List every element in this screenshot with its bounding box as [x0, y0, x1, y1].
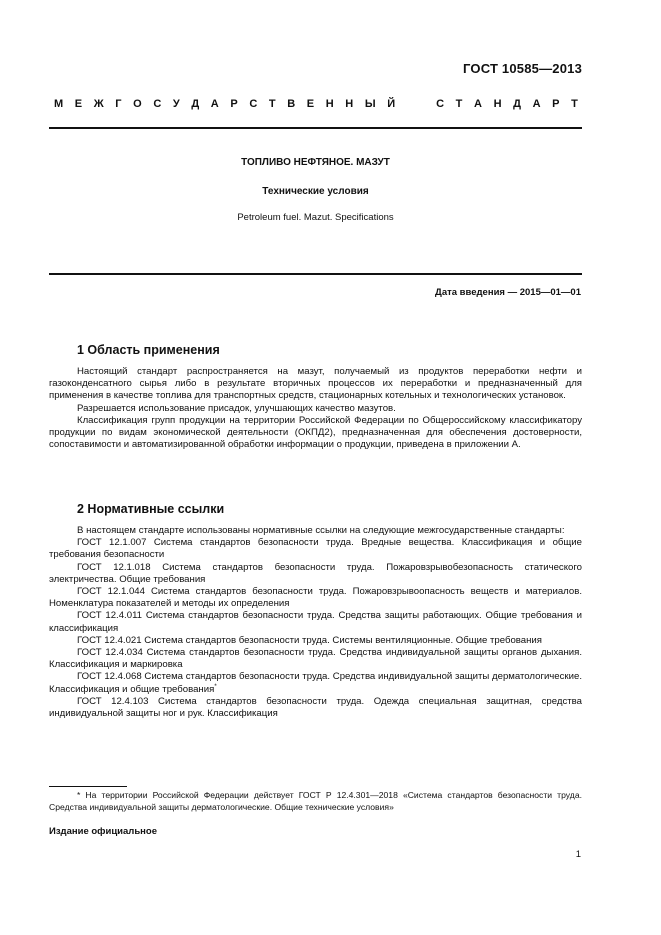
document-subtitle: Технические условия: [262, 186, 369, 197]
banner-letter: В: [287, 98, 296, 110]
footnote-text: * На территории Российской Федерации действует ГОСТ Р 12.4.301—2018 «Система стандартов безопасности труда. Средства индивидуальной защиты дерматологические. Общие технические условия»: [49, 790, 582, 812]
reference-item: ГОСТ 12.4.034 Система стандартов безопасности труда. Средства индивидуальной защиты органов дыхания. Классификация и маркировка: [49, 647, 582, 671]
banner-letter: Н: [325, 98, 334, 110]
reference-item: ГОСТ 12.4.103 Система стандартов безопасности труда. Одежда специальная защитная, средства индивидуальной защиты ног и рук. Классификация: [49, 695, 582, 720]
section-1-heading: 1 Область применения: [77, 343, 220, 357]
banner-letter: А: [532, 98, 541, 110]
banner-letter: Ж: [93, 98, 104, 110]
banner-letter: Д: [191, 98, 200, 110]
header-rule: [49, 127, 582, 129]
footnote-marker: *: [214, 682, 217, 690]
banner-letter: Т: [571, 98, 578, 110]
reference-item: ГОСТ 12.4.021 Система стандартов безопасности труда. Системы вентиляционные. Общие требования: [77, 634, 542, 646]
footnote: [49, 790, 582, 813]
title-rule: [49, 273, 582, 275]
banner-letter: С: [436, 98, 445, 110]
paragraph: В настоящем стандарте использованы нормативные ссылки на следующие межгосударственные стандарты:: [77, 525, 565, 536]
banner-letter: Д: [513, 98, 521, 110]
reference-item: ГОСТ 12.1.044 Система стандартов безопасности труда. Пожаровзрывоопасность веществ и материалов. Номенклатура показателей и методы их определения: [49, 586, 582, 610]
reference-text: ГОСТ 12.4.068 Система стандартов безопасности труда. Средства индивидуальной защиты дерматологические. Классификация и общие требования: [49, 671, 582, 695]
official-edition-label: Издание официальное: [49, 826, 157, 837]
banner-letter: О: [133, 98, 142, 110]
footnote-rule: [49, 786, 127, 787]
banner-letter: С: [249, 98, 258, 110]
paragraph: Настоящий стандарт распространяется на мазут, получаемый из продуктов переработки нефти и газоконденсатного сырья либо в результате вторичных процессов их переработки и предназначенный для применения в качестве топлива для транспортных средств, стационарных котельных и технологических установок.: [49, 366, 582, 402]
banner-letter: Р: [552, 98, 560, 110]
section-2-body: [49, 525, 582, 720]
interstate-standard-banner: [54, 98, 578, 110]
introduction-date: Дата введения — 2015—01—01: [435, 287, 581, 298]
banner-letter: Р: [230, 98, 238, 110]
banner-letter: Т: [268, 98, 276, 110]
banner-letter: [407, 98, 410, 110]
reference-item: ГОСТ 12.4.011 Система стандартов безопасности труда. Средства защиты работающих. Общие требования и классификация: [49, 610, 582, 634]
paragraph: Классификация групп продукции на территории Российской Федерации по Общероссийскому классификатору продукции по видам экономической деятельности (ОКПД2), предназначенная для обеспечения достоверности, сопоставимости и автоматизированной обработки информации о продукции, приведена в приложении А.: [49, 414, 582, 451]
banner-letter: Й: [387, 98, 396, 110]
paragraph: Разрешается использование присадок, улучшающих качество мазутов.: [77, 402, 396, 414]
standard-number: ГОСТ 10585—2013: [463, 61, 582, 76]
banner-letter: У: [172, 98, 180, 110]
reference-item: ГОСТ 12.1.018 Система стандартов безопасности труда. Пожаровзрывобезопасность статического электричества. Общие требования: [49, 561, 582, 585]
section-1-body: [49, 366, 582, 451]
banner-letter: Н: [493, 98, 502, 110]
reference-item: [49, 671, 582, 695]
banner-letter: А: [474, 98, 482, 110]
banner-letter: Ы: [364, 98, 376, 110]
banner-letter: Н: [345, 98, 354, 110]
document-title: ТОПЛИВО НЕФТЯНОЕ. МАЗУТ: [241, 157, 390, 168]
section-2-heading: 2 Нормативные ссылки: [77, 502, 225, 516]
banner-letter: [421, 98, 424, 110]
banner-letter: А: [210, 98, 219, 110]
banner-letter: Е: [306, 98, 315, 110]
document-title-english: Petroleum fuel. Mazut. Specifications: [237, 212, 394, 223]
banner-letter: М: [54, 98, 64, 110]
banner-letter: Т: [455, 98, 463, 110]
banner-letter: С: [153, 98, 162, 110]
page-number: 1: [575, 849, 581, 860]
banner-letter: Г: [115, 98, 122, 110]
banner-letter: Е: [74, 98, 83, 110]
reference-item: ГОСТ 12.1.007 Система стандартов безопасности труда. Вредные вещества. Классификация и общие требования безопасности: [49, 537, 582, 561]
